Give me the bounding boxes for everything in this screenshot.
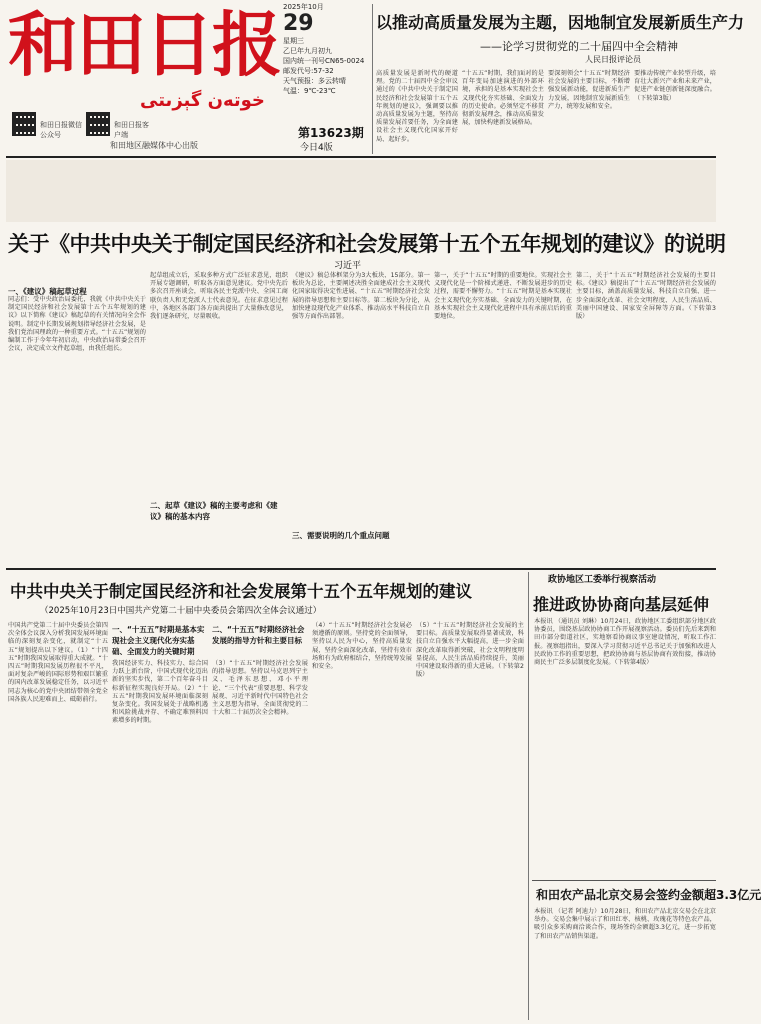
qr-label-app: 和田日报客户端 [114,121,149,139]
temperature: 气温：9℃-23℃ [283,87,336,95]
qr-icon [86,112,110,136]
article2-column: 我国经济实力、科技实力、综合国力跃上新台阶，中国式现代化迈出新的坚实步伐，第二个百年奋斗目标新征程实现良好开局。（2）“十五五”时期我国发展环境面临深刻复杂变化。我国发展处于战略机遇和风险挑战并存、不确定难预料因素增多的时期。 [112,660,208,725]
date-day: 29 [283,11,314,36]
side2-body: 本报讯 （记者 阿迪力）10月28日，和田农产品北京交易会在北京举办。交易会集中展示了和田红枣、核桃、玫瑰花等特色农产品，吸引众多采购商洽谈合作，现场签约金额超3.3亿元，进一步拓宽了和田农产品销售渠道。 [534,908,716,940]
section-rule [6,568,716,570]
article2-column: （4）“十五五”时期经济社会发展必须遵循的原则。坚持党的全面领导，坚持以人民为中心，坚持高质量发展，坚持全面深化改革，坚持有效市场和有为政府相结合，坚持统筹发展和安全。 [312,622,412,671]
article1-section-heading: 二、起草《建议》稿的主要考虑和《建议》稿的基本内容 [150,501,278,521]
weekday: 星期三 [283,37,304,45]
qr-code-app [86,112,110,136]
lead-column: “十五五”时期，我们面对的是百年变局加速演进的外部环境，承担的是基本实现社会主义现代化夯实基础、全面发力的历史使命。必须坚定不移贯彻新发展理念，推动高质量发展，加快构建新发展格局。 [462,70,544,127]
issue-number: 第13623期 [298,126,364,140]
divider [528,572,529,1020]
lead-subhead: ——论学习贯彻党的二十届四中全会精神 [480,40,678,53]
article1-column: 起草组成立后，采取多种方式广泛征求意见，组织开展专题调研，听取各方面意见建议。党中央先后多次召开座谈会，听取各民主党派中央、全国工商联负责人和无党派人士代表意见。在征求意见过程中，各地区各部门各方面共提出了大量修改意见，我们逐条研究，尽量吸收。 [150,272,288,321]
cn-code: 国内统一刊号CN65-0024 [283,57,365,65]
article1-author: 习近平 [334,261,362,271]
weather-forecast: 天气预报：多云转晴 [283,77,346,85]
divider [372,4,373,154]
newspaper-logo: 和田日报 [8,3,280,86]
lead-column: 要推动传统产业转型升级，培育壮大新兴产业和未来产业，促进产业链创新链深度融合。（下转第3版） [634,70,716,102]
side2-headline: 和田农产品北京交易会签约金额超3.3亿元 [536,888,761,902]
article2-section-heading: 一、“十五五”时期是基本实现社会主义现代化夯实基础、全面发力的关键时期 [112,625,205,656]
side1-headline: 推进政协协商向基层延伸 [533,595,710,614]
lead-headline: 以推动高质量发展为主题，因地制宜发展新质生产力 [376,13,745,32]
article2-section-heading: 二、“十五五”时期经济社会发展的指导方针和主要目标 [212,625,305,645]
article1-column: 同志们：受中央政治局委托，我就《中共中央关于制定国民经济和社会发展第十五个五年规划的建议》以下简称《建议》稿起草的有关情况向全会作说明。制定中长期发展规划指导经济社会发展，是我们党治国理政的一种重要方式。“十五五”规划的编制工作于今年年初启动，中央政治局常委会召开会议，决定成立文件起草组，由我任组长。 [8,296,146,353]
lunar-date: 乙巳年九月初九 [283,47,332,55]
qr-label-wechat: 和田日报微信公众号 [40,121,82,139]
side1-body: 本报讯 （通讯员 刘琳）10月24日，政协地区工委组织部分地区政协委员，围绕基层政协协商工作开展视察活动。委员们先后来到和田市部分街道社区，实地察看协商议事室建设情况，听取工作汇报。视察组指出，要深入学习贯彻习近平总书记关于加强和改进人民政协工作的重要思想，把政协协商与基层协商有效衔接，推动协商民主广泛多层制度化发展。（下转第4版） [534,618,716,667]
article1-section-heading: 三、需要说明的几个重点问题 [292,531,390,540]
section-rule [532,880,716,881]
qr-icon [12,112,36,136]
publisher-line: 和田地区融媒体中心出版 [110,141,198,150]
side1-prehead: 政协地区工委举行视察活动 [548,575,657,585]
article2-title: 中共中央关于制定国民经济和社会发展第十五个五年规划的建议 [10,582,472,601]
postcode: 邮发代号:57-32 [283,67,334,75]
article1-section-heading: 一、《建议》稿起草过程 [8,287,87,296]
qr-code-wechat [12,112,36,136]
photo-area [6,160,716,222]
date-month: 2025年10月 [283,3,324,11]
article2-column: （5）“十五五”时期经济社会发展的主要目标。高质量发展取得显著成效，科技自立自强水平大幅提高，进一步全面深化改革取得新突破，社会文明程度明显提高，人民生活品质持续提升，美丽中国建设取得新的重大进展。（下转第2版） [416,622,524,679]
article1-column: 第一，关于“十五五”时期的重要地位。实现社会主义现代化是一个阶梯式递进、不断发展进步的历史过程，需要不懈努力。“十五五”时期是基本实现社会主义现代化夯实基础、全面发力的关键时期，在基本实现社会主义现代化进程中具有承前启后的重要地位。 [434,272,572,321]
lead-column: 高质量发展是新时代的硬道理。党的二十届四中全会审议通过的《中共中央关于制定国民经济和社会发展第十五个五年规划的建议》，强调要以推动高质量发展为主题，坚持高质量发展首要任务，为全面建设社会主义现代化国家开好局、起好步。 [376,70,458,143]
article2-subtitle: （2025年10月23日中国共产党第二十届中央委员会第四次全体会议通过） [40,606,322,616]
article2-column: （3）“十五五”时期经济社会发展的指导思想。坚持以马克思列宁主义、毛泽东思想、邓小平理论、“三个代表”重要思想、科学发展观、习近平新时代中国特色社会主义思想为指导，全面贯彻党的二十大和二十届历次全会精神。 [212,660,308,717]
article1-column: 《建议》稿总体框架分为3大板块、15部分。第一板块为总论，主要阐述决胜全面建成社会主义现代化国家取得决定性进展、“十五五”时期经济社会发展的指导思想和主要目标等。第二板块为分论，从加快建设现代化产业体系、推动高水平科技自立自强等方面作出部署。 [292,272,430,321]
article2-column: 中国共产党第二十届中央委员会第四次全体会议深入分析我国发展环境面临的深刻复杂变化，就制定“十五五”规划提出以下建议。（1）“十四五”时期我国发展取得重大成就。“十四五”时期我国发展历程很不平凡，面对复杂严峻的国际形势和艰巨繁重的国内改革发展稳定任务，以习近平同志为核心的党中央团结带领全党全国各族人民迎难而上、砥砺前行。 [8,622,108,703]
page-count: 今日4版 [300,143,333,153]
article1-title: 关于《中共中央关于制定国民经济和社会发展第十五个五年规划的建议》的说明 [8,232,726,256]
masthead-rule [6,156,716,158]
article1-column: 第二，关于“十五五”时期经济社会发展的主要目标。《建议》稿提出了“十五五”时期经济社会发展的主要目标，涵盖高质量发展、科技自立自强、进一步全面深化改革、社会文明程度、人民生活品质、美丽中国建设、国家安全屏障等方面。（下转第3版） [576,272,716,321]
uyghur-title: خوتەن گېزىتى [140,90,265,111]
lead-column: 要深刻领会“十五五”时期经济社会发展的主要目标，不断增强发展新动能，促进新质生产力发展，因地制宜发展新质生产力，统筹发展和安全。 [548,70,630,110]
lead-source: 人民日报评论员 [585,55,641,64]
